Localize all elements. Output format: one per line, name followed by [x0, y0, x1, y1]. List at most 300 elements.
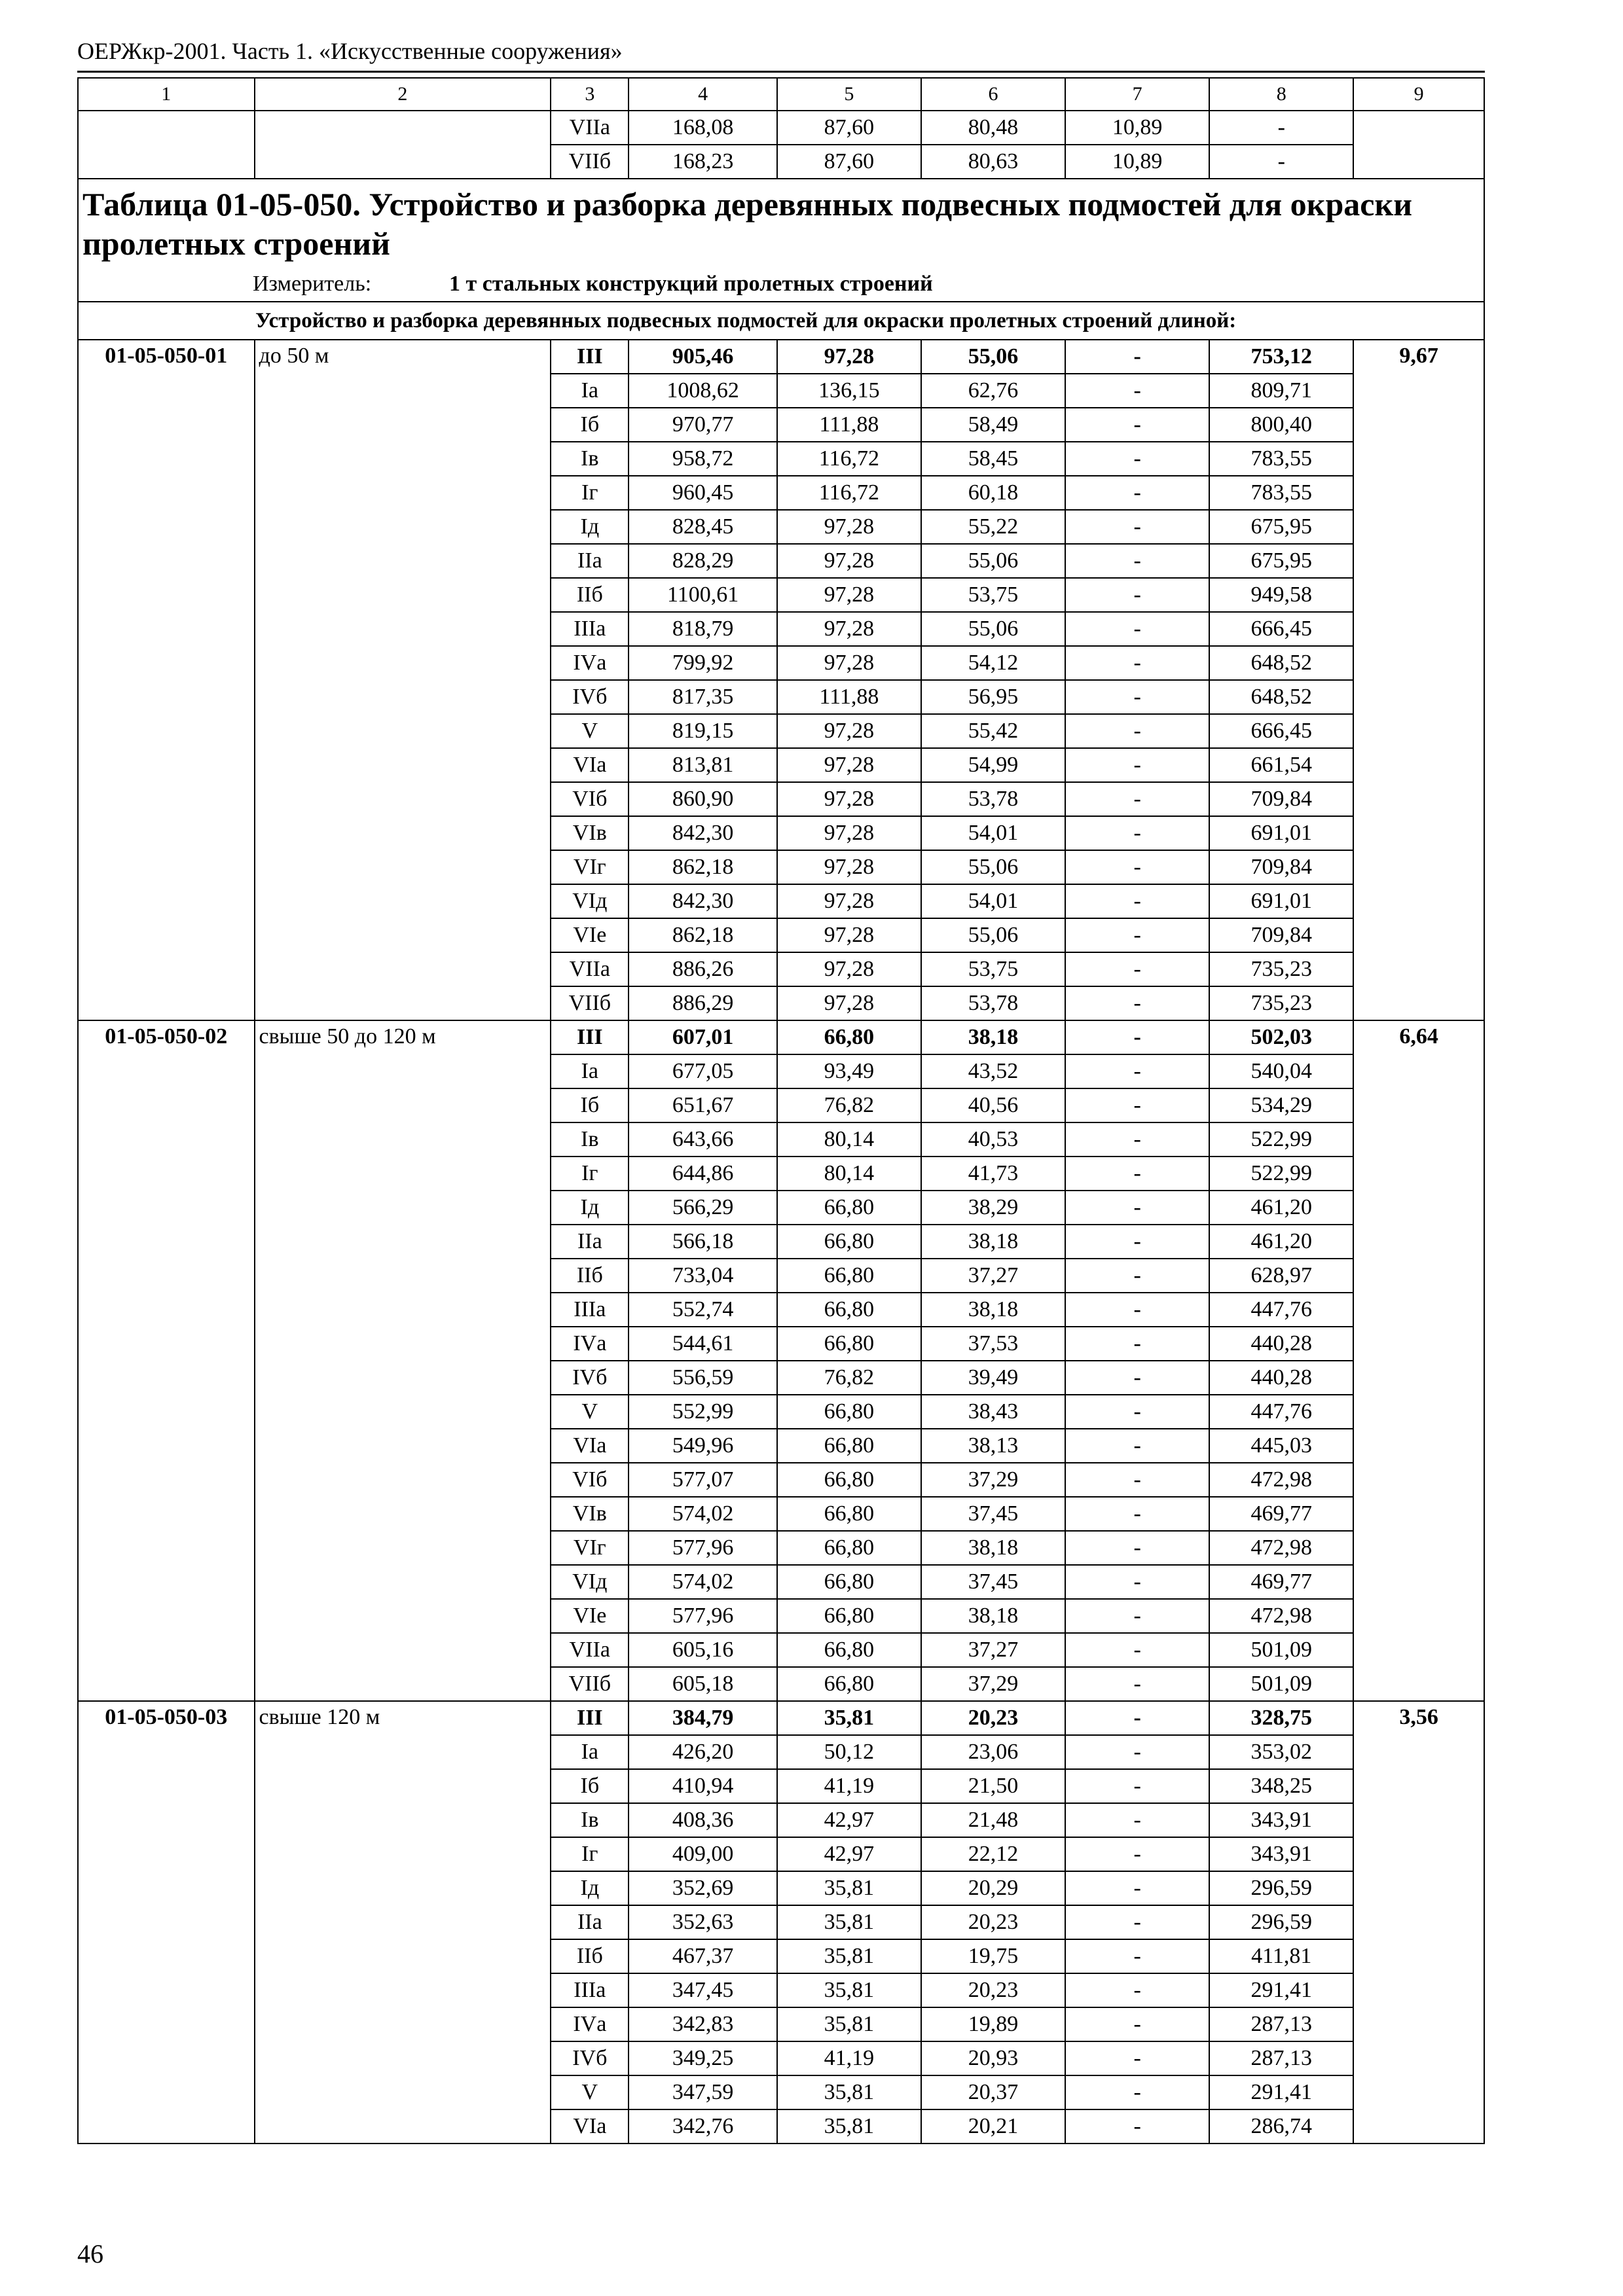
- value-cell: 111,88: [777, 408, 921, 442]
- value-cell: -: [1065, 1565, 1209, 1599]
- value-cell: 41,73: [921, 1157, 1065, 1191]
- value-cell: 709,84: [1209, 782, 1353, 816]
- value-cell: -: [1065, 850, 1209, 884]
- value-cell: 97,28: [777, 578, 921, 612]
- header-rule: [77, 71, 1485, 73]
- value-cell: VIе: [551, 918, 629, 952]
- value-cell: 408,36: [629, 1803, 776, 1837]
- value-cell: VIе: [551, 1599, 629, 1633]
- value-cell: 97,28: [777, 918, 921, 952]
- value-cell: 735,23: [1209, 986, 1353, 1020]
- resource-value: 3,56: [1353, 1701, 1484, 2144]
- value-cell: -: [1065, 1735, 1209, 1769]
- value-cell: 55,06: [921, 612, 1065, 646]
- rate-code: 01-05-050-03: [78, 1701, 255, 2144]
- value-cell: 66,80: [777, 1191, 921, 1225]
- value-cell: III: [551, 340, 629, 374]
- value-cell: 66,80: [777, 1497, 921, 1531]
- value-cell: 461,20: [1209, 1191, 1353, 1225]
- value-cell: VIа: [551, 1429, 629, 1463]
- value-cell: 328,75: [1209, 1701, 1353, 1735]
- value-cell: 958,72: [629, 442, 776, 476]
- table-title-row: [78, 179, 1484, 302]
- value-cell: -: [1065, 2075, 1209, 2109]
- value-cell: 648,52: [1209, 646, 1353, 680]
- value-cell: -: [1065, 1939, 1209, 1973]
- value-cell: 97,28: [777, 986, 921, 1020]
- value-cell: -: [1065, 1667, 1209, 1701]
- value-cell: 440,28: [1209, 1361, 1353, 1395]
- value-cell: 38,18: [921, 1225, 1065, 1259]
- value-cell: Iг: [551, 1157, 629, 1191]
- value-cell: 574,02: [629, 1497, 776, 1531]
- value-cell: 54,01: [921, 884, 1065, 918]
- value-cell: IIа: [551, 1225, 629, 1259]
- value-cell: -: [1065, 1088, 1209, 1122]
- value-cell: 38,13: [921, 1429, 1065, 1463]
- table-row: [78, 340, 1484, 374]
- value-cell: -: [1065, 2041, 1209, 2075]
- value-cell: IIIа: [551, 1293, 629, 1327]
- value-cell: 37,29: [921, 1667, 1065, 1701]
- value-cell: 20,93: [921, 2041, 1065, 2075]
- value-cell: -: [1065, 2109, 1209, 2144]
- value-cell: 828,45: [629, 510, 776, 544]
- value-cell: 38,29: [921, 1191, 1065, 1225]
- value-cell: 735,23: [1209, 952, 1353, 986]
- value-cell: 862,18: [629, 918, 776, 952]
- value-cell: Iв: [551, 442, 629, 476]
- value-cell: -: [1065, 612, 1209, 646]
- value-cell: -: [1065, 1531, 1209, 1565]
- value-cell: V: [551, 2075, 629, 2109]
- value-cell: 343,91: [1209, 1803, 1353, 1837]
- value-cell: 799,92: [629, 646, 776, 680]
- value-cell: 168,08: [629, 111, 776, 145]
- value-cell: IVб: [551, 680, 629, 714]
- value-cell: -: [1065, 408, 1209, 442]
- value-cell: 66,80: [777, 1667, 921, 1701]
- value-cell: -: [1065, 1497, 1209, 1531]
- value-cell: Iб: [551, 408, 629, 442]
- value-cell: 291,41: [1209, 2075, 1353, 2109]
- value-cell: 809,71: [1209, 374, 1353, 408]
- value-cell: 828,29: [629, 544, 776, 578]
- value-cell: -: [1065, 1463, 1209, 1497]
- value-cell: IIа: [551, 544, 629, 578]
- value-cell: 80,48: [921, 111, 1065, 145]
- value-cell: 116,72: [777, 476, 921, 510]
- value-cell: 20,37: [921, 2075, 1065, 2109]
- value-cell: 55,06: [921, 544, 1065, 578]
- value-cell: -: [1065, 476, 1209, 510]
- value-cell: 501,09: [1209, 1633, 1353, 1667]
- value-cell: 691,01: [1209, 816, 1353, 850]
- value-cell: -: [1065, 1701, 1209, 1735]
- value-cell: 819,15: [629, 714, 776, 748]
- value-cell: 800,40: [1209, 408, 1353, 442]
- value-cell: 37,27: [921, 1633, 1065, 1667]
- value-cell: 644,86: [629, 1157, 776, 1191]
- value-cell: VIIа: [551, 111, 629, 145]
- value-cell: 35,81: [777, 1973, 921, 2007]
- rate-description: свыше 120 м: [255, 1701, 551, 2144]
- value-cell: IVа: [551, 646, 629, 680]
- value-cell: 35,81: [777, 1701, 921, 1735]
- value-cell: 66,80: [777, 1633, 921, 1667]
- value-cell: 53,78: [921, 782, 1065, 816]
- value-cell: 23,06: [921, 1735, 1065, 1769]
- value-cell: 20,23: [921, 1973, 1065, 2007]
- value-cell: 54,12: [921, 646, 1065, 680]
- value-cell: 42,97: [777, 1837, 921, 1871]
- value-cell: 1100,61: [629, 578, 776, 612]
- value-cell: -: [1065, 918, 1209, 952]
- value-cell: 522,99: [1209, 1122, 1353, 1157]
- value-cell: -: [1065, 2007, 1209, 2041]
- value-cell: 347,45: [629, 1973, 776, 2007]
- value-cell: 20,21: [921, 2109, 1065, 2144]
- value-cell: -: [1065, 646, 1209, 680]
- value-cell: -: [1209, 145, 1353, 179]
- value-cell: 501,09: [1209, 1667, 1353, 1701]
- value-cell: -: [1065, 510, 1209, 544]
- column-number-row: [78, 78, 1484, 111]
- value-cell: -: [1065, 1225, 1209, 1259]
- value-cell: 80,14: [777, 1157, 921, 1191]
- value-cell: 753,12: [1209, 340, 1353, 374]
- value-cell: 43,52: [921, 1054, 1065, 1088]
- value-cell: 862,18: [629, 850, 776, 884]
- value-cell: 38,18: [921, 1020, 1065, 1054]
- value-cell: 37,29: [921, 1463, 1065, 1497]
- value-cell: 447,76: [1209, 1293, 1353, 1327]
- table-subheader: Устройство и разборка деревянных подвесных подмостей для окраски пролетных строений длиной:: [78, 302, 1484, 340]
- value-cell: 469,77: [1209, 1497, 1353, 1531]
- value-cell: 440,28: [1209, 1327, 1353, 1361]
- value-cell: 40,53: [921, 1122, 1065, 1157]
- value-cell: 445,03: [1209, 1429, 1353, 1463]
- value-cell: 607,01: [629, 1020, 776, 1054]
- table-row: [78, 1020, 1484, 1054]
- value-cell: 97,28: [777, 510, 921, 544]
- value-cell: 353,02: [1209, 1735, 1353, 1769]
- value-cell: -: [1065, 1259, 1209, 1293]
- value-cell: 21,48: [921, 1803, 1065, 1837]
- value-cell: -: [1065, 1871, 1209, 1905]
- value-cell: 287,13: [1209, 2007, 1353, 2041]
- value-cell: 66,80: [777, 1259, 921, 1293]
- value-cell: III: [551, 1701, 629, 1735]
- value-cell: 467,37: [629, 1939, 776, 1973]
- value-cell: -: [1065, 1633, 1209, 1667]
- value-cell: 970,77: [629, 408, 776, 442]
- value-cell: 87,60: [777, 111, 921, 145]
- value-cell: 62,76: [921, 374, 1065, 408]
- value-cell: 35,81: [777, 1871, 921, 1905]
- value-cell: -: [1065, 374, 1209, 408]
- value-cell: 35,81: [777, 2007, 921, 2041]
- value-cell: 10,89: [1065, 145, 1209, 179]
- value-cell: 349,25: [629, 2041, 776, 2075]
- value-cell: 66,80: [777, 1225, 921, 1259]
- value-cell: 80,63: [921, 145, 1065, 179]
- value-cell: -: [1065, 782, 1209, 816]
- value-cell: 384,79: [629, 1701, 776, 1735]
- value-cell: 53,75: [921, 578, 1065, 612]
- value-cell: 675,95: [1209, 510, 1353, 544]
- value-cell: -: [1065, 1293, 1209, 1327]
- value-cell: 41,19: [777, 1769, 921, 1803]
- value-cell: 905,46: [629, 340, 776, 374]
- value-cell: 347,59: [629, 2075, 776, 2109]
- value-cell: Iа: [551, 1054, 629, 1088]
- value-cell: 677,05: [629, 1054, 776, 1088]
- value-cell: IIIа: [551, 612, 629, 646]
- value-cell: 410,94: [629, 1769, 776, 1803]
- value-cell: 58,45: [921, 442, 1065, 476]
- value-cell: 296,59: [1209, 1905, 1353, 1939]
- value-cell: -: [1065, 1599, 1209, 1633]
- desc-cell: [255, 111, 551, 179]
- value-cell: 66,80: [777, 1531, 921, 1565]
- value-cell: 566,18: [629, 1225, 776, 1259]
- value-cell: -: [1065, 1973, 1209, 2007]
- code-cell: [78, 111, 255, 179]
- value-cell: 66,80: [777, 1293, 921, 1327]
- value-cell: 949,58: [1209, 578, 1353, 612]
- value-cell: 842,30: [629, 884, 776, 918]
- value-cell: 783,55: [1209, 476, 1353, 510]
- value-cell: -: [1209, 111, 1353, 145]
- value-cell: VIIб: [551, 986, 629, 1020]
- value-cell: 87,60: [777, 145, 921, 179]
- value-cell: 35,81: [777, 2075, 921, 2109]
- value-cell: 733,04: [629, 1259, 776, 1293]
- value-cell: 287,13: [1209, 2041, 1353, 2075]
- column-number: 7: [1065, 78, 1209, 111]
- value-cell: -: [1065, 1395, 1209, 1429]
- value-cell: 35,81: [777, 1905, 921, 1939]
- value-cell: 566,29: [629, 1191, 776, 1225]
- value-cell: IIб: [551, 1939, 629, 1973]
- rate-code: 01-05-050-01: [78, 340, 255, 1020]
- value-cell: 549,96: [629, 1429, 776, 1463]
- value-cell: 472,98: [1209, 1599, 1353, 1633]
- value-cell: IVб: [551, 1361, 629, 1395]
- resource-value: 9,67: [1353, 340, 1484, 1020]
- measure-line: [82, 270, 1480, 298]
- value-cell: Iа: [551, 1735, 629, 1769]
- value-cell: 38,18: [921, 1599, 1065, 1633]
- measure-value: 1 т стальных конструкций пролетных строений: [449, 272, 933, 296]
- value-cell: 21,50: [921, 1769, 1065, 1803]
- value-cell: 97,28: [777, 884, 921, 918]
- value-cell: 53,78: [921, 986, 1065, 1020]
- value-cell: VIIб: [551, 1667, 629, 1701]
- value-cell: Iд: [551, 1191, 629, 1225]
- value-cell: 97,28: [777, 952, 921, 986]
- value-cell: 35,81: [777, 2109, 921, 2144]
- value-cell: 556,59: [629, 1361, 776, 1395]
- value-cell: -: [1065, 340, 1209, 374]
- value-cell: 675,95: [1209, 544, 1353, 578]
- value-cell: 343,91: [1209, 1837, 1353, 1871]
- value-cell: 35,81: [777, 1939, 921, 1973]
- value-cell: 66,80: [777, 1565, 921, 1599]
- value-cell: 411,81: [1209, 1939, 1353, 1973]
- value-cell: 116,72: [777, 442, 921, 476]
- value-cell: 296,59: [1209, 1871, 1353, 1905]
- value-cell: 66,80: [777, 1020, 921, 1054]
- value-cell: -: [1065, 544, 1209, 578]
- column-number: 9: [1353, 78, 1484, 111]
- value-cell: 76,82: [777, 1088, 921, 1122]
- value-cell: 577,96: [629, 1599, 776, 1633]
- value-cell: 55,06: [921, 918, 1065, 952]
- value-cell: 605,16: [629, 1633, 776, 1667]
- value-cell: -: [1065, 884, 1209, 918]
- value-cell: 552,74: [629, 1293, 776, 1327]
- value-cell: Iб: [551, 1088, 629, 1122]
- value-cell: 66,80: [777, 1463, 921, 1497]
- column-number: 5: [777, 78, 921, 111]
- value-cell: -: [1065, 1429, 1209, 1463]
- value-cell: IIб: [551, 1259, 629, 1293]
- value-cell: VIг: [551, 1531, 629, 1565]
- value-cell: 886,29: [629, 986, 776, 1020]
- value-cell: Iд: [551, 1871, 629, 1905]
- value-cell: 19,75: [921, 1939, 1065, 1973]
- value-cell: 666,45: [1209, 612, 1353, 646]
- value-cell: 661,54: [1209, 748, 1353, 782]
- value-cell: 80,14: [777, 1122, 921, 1157]
- value-cell: -: [1065, 442, 1209, 476]
- value-cell: 342,83: [629, 2007, 776, 2041]
- value-cell: 19,89: [921, 2007, 1065, 2041]
- value-cell: III: [551, 1020, 629, 1054]
- value-cell: 842,30: [629, 816, 776, 850]
- value-cell: 552,99: [629, 1395, 776, 1429]
- rates-table: [77, 77, 1485, 2144]
- value-cell: 39,49: [921, 1361, 1065, 1395]
- value-cell: 426,20: [629, 1735, 776, 1769]
- value-cell: VIб: [551, 782, 629, 816]
- value-cell: 97,28: [777, 646, 921, 680]
- column-number: 6: [921, 78, 1065, 111]
- value-cell: VIIа: [551, 952, 629, 986]
- value-cell: 22,12: [921, 1837, 1065, 1871]
- value-cell: 783,55: [1209, 442, 1353, 476]
- value-cell: -: [1065, 1157, 1209, 1191]
- column-number: 1: [78, 78, 255, 111]
- resource-value: 6,64: [1353, 1020, 1484, 1701]
- table-title: Таблица 01-05-050. Устройство и разборка деревянных подвесных подмостей для окраски пролетных строений: [82, 186, 1413, 262]
- value-cell: 66,80: [777, 1599, 921, 1633]
- value-cell: 97,28: [777, 544, 921, 578]
- value-cell: 577,96: [629, 1531, 776, 1565]
- carryover-row: [78, 111, 1484, 145]
- value-cell: Iб: [551, 1769, 629, 1803]
- value-cell: 817,35: [629, 680, 776, 714]
- value-cell: -: [1065, 986, 1209, 1020]
- value-cell: VIг: [551, 850, 629, 884]
- value-cell: 93,49: [777, 1054, 921, 1088]
- value-cell: IVа: [551, 1327, 629, 1361]
- value-cell: 97,28: [777, 714, 921, 748]
- value-cell: 577,07: [629, 1463, 776, 1497]
- value-cell: 1008,62: [629, 374, 776, 408]
- value-cell: 813,81: [629, 748, 776, 782]
- value-cell: -: [1065, 1020, 1209, 1054]
- value-cell: 643,66: [629, 1122, 776, 1157]
- table-row: [78, 1701, 1484, 1735]
- value-cell: VIа: [551, 748, 629, 782]
- value-cell: 648,52: [1209, 680, 1353, 714]
- table-subheader-row: [78, 302, 1484, 340]
- value-cell: 111,88: [777, 680, 921, 714]
- value-cell: -: [1065, 816, 1209, 850]
- value-cell: 66,80: [777, 1327, 921, 1361]
- rate-description: до 50 м: [255, 340, 551, 1020]
- rate-code: 01-05-050-02: [78, 1020, 255, 1701]
- value-cell: IIб: [551, 578, 629, 612]
- value-cell: IIIа: [551, 1973, 629, 2007]
- value-cell: 20,29: [921, 1871, 1065, 1905]
- page-number: 46: [77, 2239, 103, 2269]
- value-cell: -: [1065, 1361, 1209, 1395]
- value-cell: -: [1065, 1837, 1209, 1871]
- value-cell: 54,99: [921, 748, 1065, 782]
- value-cell: VIд: [551, 884, 629, 918]
- value-cell: -: [1065, 748, 1209, 782]
- value-cell: 58,49: [921, 408, 1065, 442]
- value-cell: -: [1065, 1122, 1209, 1157]
- value-cell: VIIб: [551, 145, 629, 179]
- value-cell: VIд: [551, 1565, 629, 1599]
- value-cell: 447,76: [1209, 1395, 1353, 1429]
- value-cell: 97,28: [777, 850, 921, 884]
- value-cell: 286,74: [1209, 2109, 1353, 2144]
- value-cell: 56,95: [921, 680, 1065, 714]
- rate-description: свыше 50 до 120 м: [255, 1020, 551, 1701]
- value-cell: 472,98: [1209, 1531, 1353, 1565]
- value-cell: 53,75: [921, 952, 1065, 986]
- value-cell: 50,12: [777, 1735, 921, 1769]
- value-cell: 352,63: [629, 1905, 776, 1939]
- value-cell: Iв: [551, 1803, 629, 1837]
- value-cell: 709,84: [1209, 850, 1353, 884]
- value-cell: 472,98: [1209, 1463, 1353, 1497]
- value-cell: -: [1065, 1327, 1209, 1361]
- value-cell: VIв: [551, 816, 629, 850]
- value-cell: 628,97: [1209, 1259, 1353, 1293]
- value-cell: 37,27: [921, 1259, 1065, 1293]
- value-cell: 136,15: [777, 374, 921, 408]
- value-cell: -: [1065, 578, 1209, 612]
- value-cell: 960,45: [629, 476, 776, 510]
- value-cell: 409,00: [629, 1837, 776, 1871]
- value-cell: 886,26: [629, 952, 776, 986]
- value-cell: 291,41: [1209, 1973, 1353, 2007]
- value-cell: 55,42: [921, 714, 1065, 748]
- value-cell: 60,18: [921, 476, 1065, 510]
- value-cell: 534,29: [1209, 1088, 1353, 1122]
- value-cell: -: [1065, 1769, 1209, 1803]
- value-cell: 540,04: [1209, 1054, 1353, 1088]
- value-cell: 691,01: [1209, 884, 1353, 918]
- value-cell: 469,77: [1209, 1565, 1353, 1599]
